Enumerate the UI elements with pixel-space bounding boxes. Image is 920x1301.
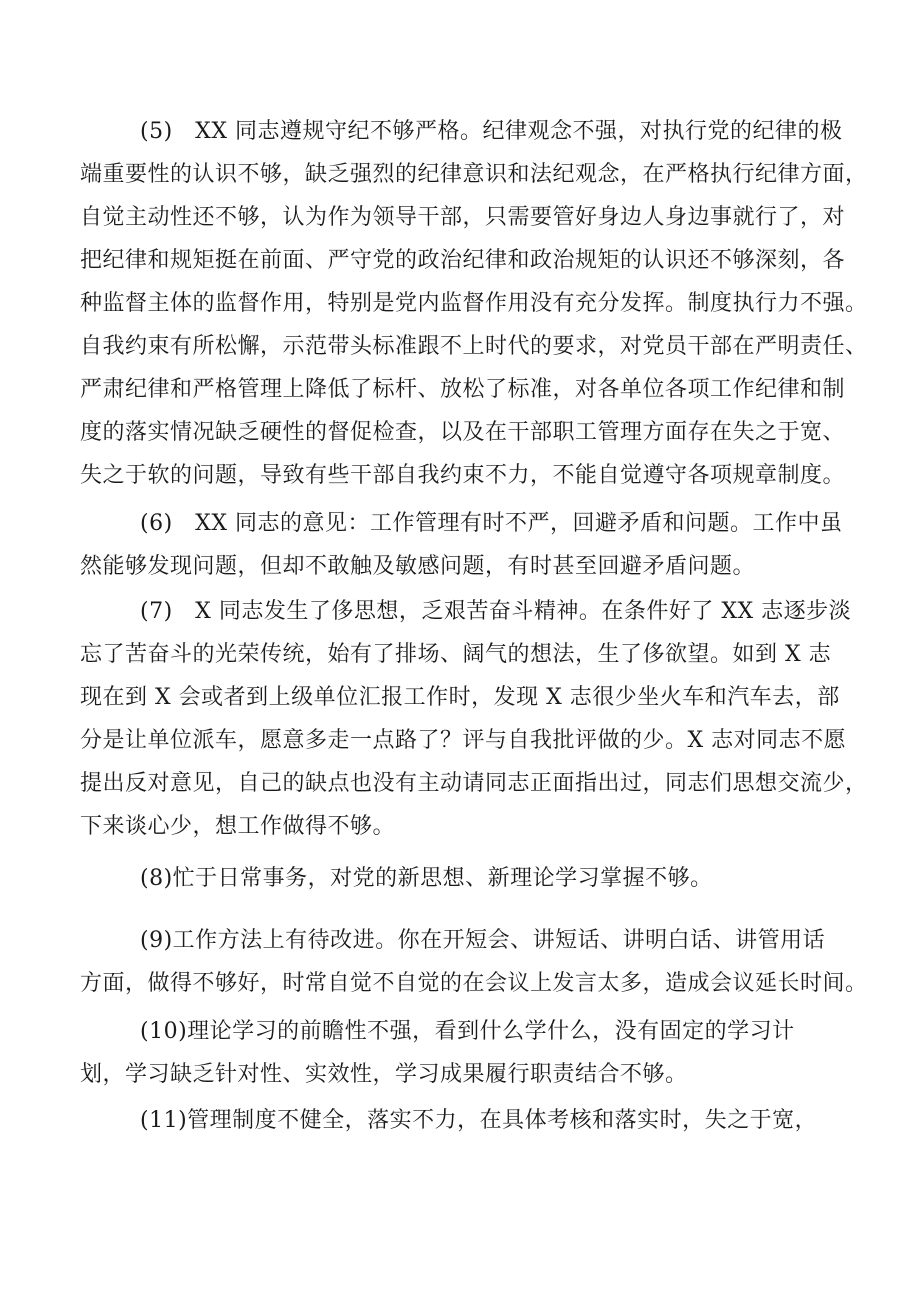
text-line: 提出反对意见，自己的缺点也没有主动请同志正面指出过，同志们思想交流少， <box>80 771 868 796</box>
text-line: 严肃纪律和严格管理上降低了标杆、放松了标准，对各单位各项工作纪律和制 <box>80 377 846 402</box>
text-line: (7) X 同志发生了侈思想，乏艰苦奋斗精神。在条件好了 XX 志逐步淡 <box>140 599 852 624</box>
text-line: (8)忙于日常事务，对党的新思想、新理论学习掌握不够。 <box>140 866 713 891</box>
text-line: 方面，做得不够好，时常自觉不自觉的在会议上发言太多，造成会议延长时间。 <box>80 971 868 996</box>
text-line: (10)理论学习的前瞻性不强，看到什么学什么，没有固定的学习计 <box>140 1019 795 1044</box>
text-line: 忘了苦奋斗的光荣传统，始有了排场、阔气的想法，生了侈欲望。如到 X 志 <box>80 642 832 667</box>
text-line: 端重要性的认识不够，缺乏强烈的纪律意识和法纪观念，在严格执行纪律方面， <box>80 162 868 187</box>
text-line: 失之于软的问题，导致有些干部自我约束不力，不能自觉遵守各项规章制度。 <box>80 463 846 488</box>
text-line: (6) XX 同志的意见：工作管理有时不严，回避矛盾和问题。工作中虽 <box>140 511 843 536</box>
text-line: 种监督主体的监督作用，特别是党内监督作用没有充分发挥。制度执行力不强。 <box>80 291 868 316</box>
text-line: (5) XX 同志遵规守纪不够严格。纪律观念不强，对执行党的纪律的极 <box>140 119 843 144</box>
text-line: 自觉主动性还不够，认为作为领导干部，只需要管好身边人身边事就行了，对 <box>80 205 846 230</box>
text-line: 划，学习缺乏针对性、实效性，学习成果履行职责结合不够。 <box>80 1062 688 1087</box>
text-line: 然能够发现问题，但却不敢触及敏感问题，有时甚至回避矛盾问题。 <box>80 554 756 579</box>
text-line: 自我约束有所松懈，示范带头标准跟不上时代的要求，对党员干部在严明责任、 <box>80 334 868 359</box>
text-line: 现在到 X 会或者到上级单位汇报工作时，发现 X 志很少坐火车和汽车去，部 <box>80 685 840 710</box>
text-line: 下来谈心少，想工作做得不够。 <box>80 814 396 839</box>
text-line: (9)工作方法上有待改进。你在开短会、讲短话、讲明白话、讲管用话 <box>140 928 826 953</box>
text-line: 分是让单位派车，愿意多走一点路了？评与自我批评做的少。X 志对同志不愿 <box>80 728 847 753</box>
text-line: 把纪律和规矩挺在前面、严守党的政治纪律和政治规矩的认识还不够深刻，各 <box>80 248 846 273</box>
text-line: 度的落实情况缺乏硬性的督促检查，以及在干部职工管理方面存在失之于宽、 <box>80 420 846 445</box>
text-line: (11)管理制度不健全，落实不力，在具体考核和落实时，失之于宽， <box>140 1108 818 1133</box>
